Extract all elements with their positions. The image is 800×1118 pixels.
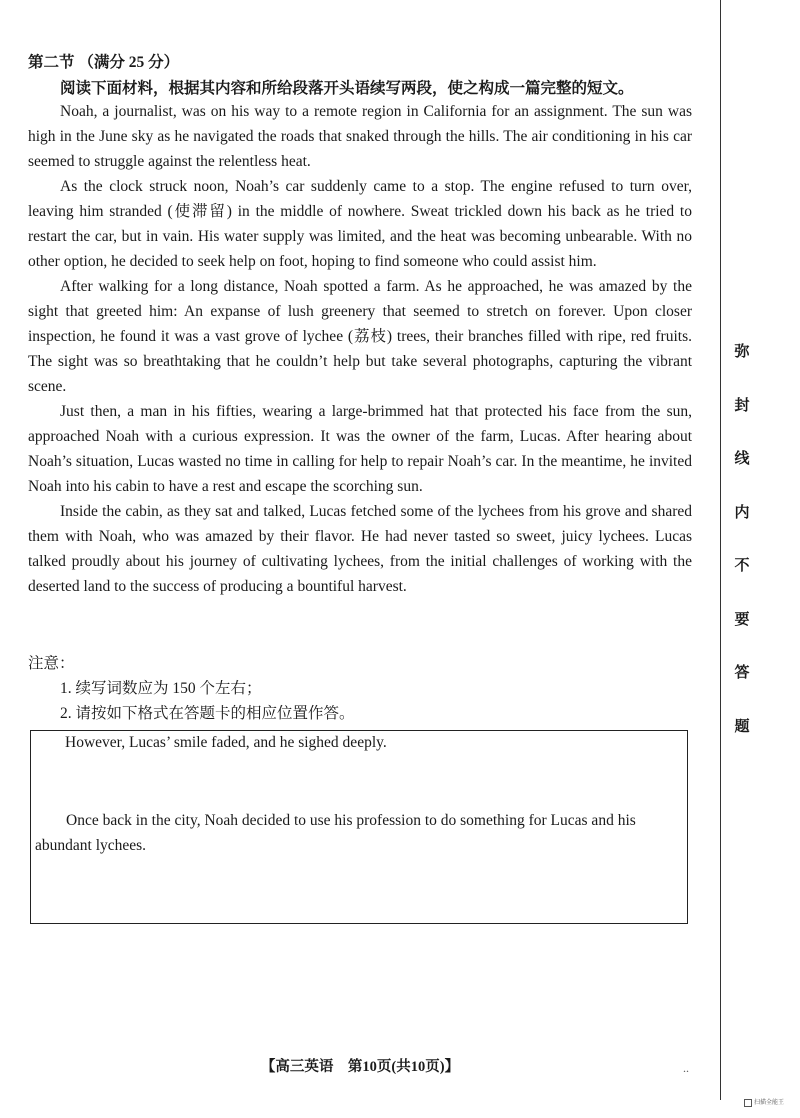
- binding-char: 弥: [734, 344, 750, 360]
- note-item: 1. 续写词数应为 150 个左右；: [60, 680, 262, 697]
- page-footer: 【高三英语 第10页(共10页)】: [260, 1059, 460, 1075]
- paragraph-opener-2: Once back in the city, Noah decided to use his profession to do something for Lucas and his abundant lychees.: [35, 812, 636, 854]
- story-paragraph: As the clock struck noon, Noah’s car suddenly came to a stop. The engine refused to turn over, leaving him stranded (使滞留) in the middle of nowhere. Sweat trickled down his back as he tried to restart the car, but in vain. His water supply was limited, and the heat was becoming unbearable. With no other option, he decided to seek help on foot, hoping to find someone who could assist him.: [28, 178, 692, 270]
- notes-section: [28, 651, 355, 726]
- story-paragraph: Inside the cabin, as they sat and talked, Lucas fetched some of the lychees from his grove and shared them with Noah, who was amazed by their flavor. He had never tasted so sweet, juicy lychees. Lucas talked proudly about his journey of cultivating lychees, from the initial challenges of working with the deserted land to the success of producing a bountiful harvest.: [28, 503, 692, 595]
- section-title: 第二节 （满分 25 分）: [28, 54, 180, 71]
- answer-format-box: [30, 730, 688, 924]
- story-paragraph: Noah, a journalist, was on his way to a remote region in California for an assignment. The sun was high in the June sky as he navigated the roads that snaked through the hills. The air conditioning in his car seemed to struggle against the relentless heat.: [28, 103, 692, 170]
- note-item: 2. 请按如下格式在答题卡的相应位置作答。: [60, 705, 355, 722]
- binding-char: 答: [734, 665, 750, 681]
- story-paragraph: After walking for a long distance, Noah spotted a farm. As he approached, he was amazed by the sight that greeted him: An expanse of lush greenery that seemed to stretch on forever. Upon closer inspection, he found it was a vast grove of lychee (荔枝) trees, their branches filled with ripe, red fruits. The sight was so breathtaking that he couldn’t help but take several photographs, capturing the vibrant scene.: [28, 278, 692, 395]
- footer-marks: ..: [683, 1061, 689, 1075]
- binding-margin-notice: [730, 340, 754, 768]
- binding-char: 线: [734, 451, 750, 467]
- binding-char: 内: [734, 504, 750, 521]
- binding-char: 封: [734, 397, 750, 414]
- story-passage: [28, 99, 692, 599]
- paragraph-opener-1: However, Lucas’ smile faded, and he sighed deeply.: [65, 734, 387, 751]
- binding-char: 不: [734, 558, 750, 574]
- scanner-watermark: [744, 1097, 784, 1107]
- binding-char: 要: [734, 611, 750, 628]
- binding-line: [720, 0, 721, 1100]
- watermark-text: 扫描全能王: [754, 1100, 785, 1106]
- instruction-text: 阅读下面材料，根据其内容和所给段落开头语续写两段，使之构成一篇完整的短文。: [60, 80, 634, 97]
- scanner-logo-icon: [744, 1099, 752, 1107]
- notes-heading: 注意：: [28, 655, 75, 672]
- story-paragraph: Just then, a man in his fifties, wearing a large-brimmed hat that protected his face from the sun, approached Noah with a curious expression. It was the owner of the farm, Lucas. After hearing about Noah’s situation, Lucas wasted no time in calling for help to repair Noah’s car. In the meantime, he invited Noah into his cabin to have a rest and escape the scorching sun.: [28, 403, 692, 495]
- binding-char: 题: [734, 718, 750, 735]
